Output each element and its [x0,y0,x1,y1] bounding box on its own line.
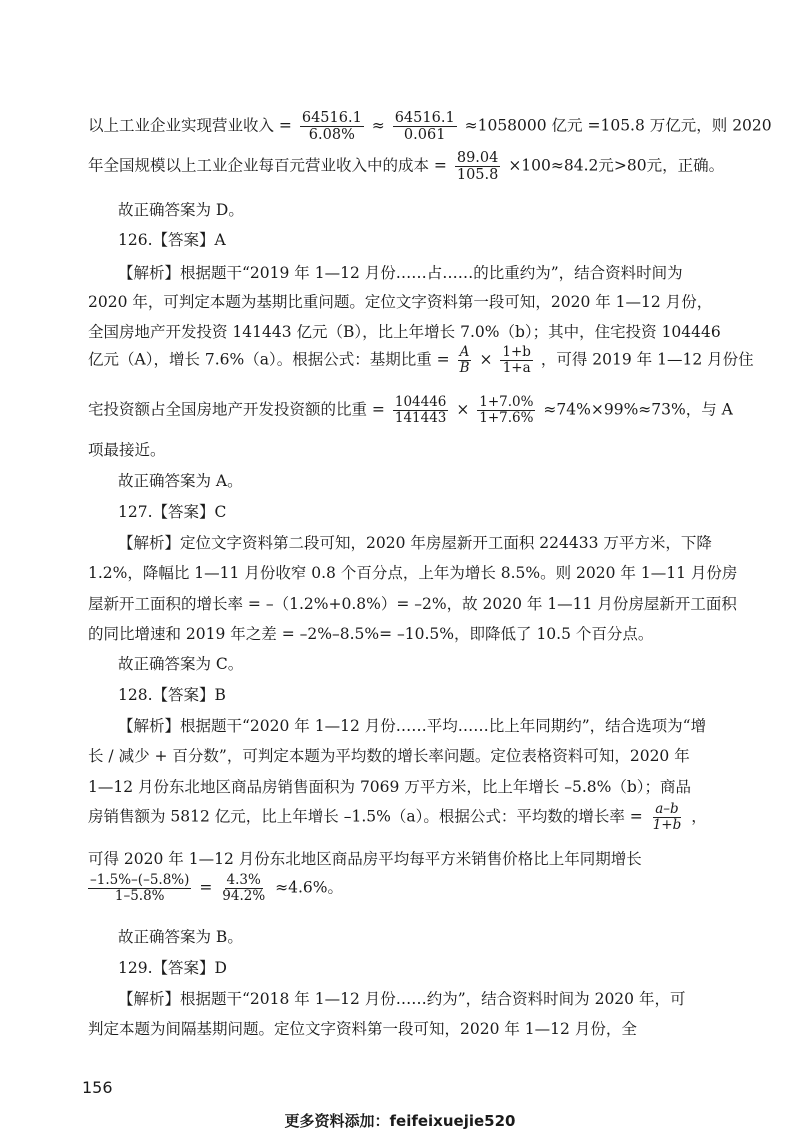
numerator: 64516.1 [394,110,455,126]
question-answer-127: 127.【答案】C [118,503,227,521]
analysis-line: 的同比增速和 2019 年之差 = –2%–8.5%= –10.5%，即降低了 10.5 个百分点。 [88,625,654,643]
denominator: B [459,360,470,376]
fraction [393,110,457,143]
fraction [458,345,472,376]
denominator: 1+a [502,360,531,376]
analysis-line: 【解析】根据题干“2018 年 1—12 月份……约为”，结合资料时间为 2020 年，可 [118,990,686,1008]
numerator: 1+b [502,344,531,360]
analysis-line: 1—12 月份东北地区商品房销售面积为 7069 万平方米，比上年增长 –5.8%（b）；商品 [88,778,692,796]
text-span: 以上工业企业实现营业收入 = [88,116,292,135]
analysis-line: 【解析】根据题干“2020 年 1—12 月份……平均……比上年同期约”，结合选项为“增 [118,717,707,735]
answer-line: 故正确答案为 A。 [118,472,243,490]
text-line [88,873,343,904]
fraction [651,802,684,833]
text-span: ，可得 2019 年 1—12 月份住 [540,350,754,369]
text-span: 宅投资额占全国房地产开发投资额的比重 = [88,400,385,419]
text-span: × [456,400,470,419]
fraction [393,395,449,426]
analysis-line: 全国房地产开发投资 141443 亿元（B），比上年增长 7.0%（b）；其中，住宅投资 104446 [88,323,721,341]
text-line [88,395,733,426]
text-span: = [199,878,213,897]
text-line [88,150,724,183]
text-span: ≈1058000 亿元 =105.8 万亿元，则 2020 [464,116,772,135]
fraction [300,110,364,143]
analysis-line: 项最接近。 [88,441,166,459]
page-number: 156 [82,1078,113,1097]
text-span: 年全国规模以上工业企业每百元营业收入中的成本 = [88,156,447,175]
text-line [88,802,707,833]
denominator: 0.061 [403,127,446,143]
fraction [455,150,501,183]
denominator: 141443 [394,410,447,426]
text-span: ， [691,807,707,826]
numerator: A [459,344,470,360]
denominator: 1+7.6% [479,410,534,426]
text-span: ×100≈84.2元>80元，正确。 [508,156,725,175]
analysis-line: 屋新开工面积的增长率 = –（1.2%+0.8%）= –2%，故 2020 年 1—11 月份房屋新开工面积 [88,595,737,613]
text-span: 亿元（A），增长 7.6%（a）。根据公式：基期比重 = [88,350,450,369]
numerator: a–b [655,801,679,817]
analysis-line: 1.2%，降幅比 1—11 月份收窄 0.8 个百分点，上年为增长 8.5%。则 2020 年 1—11 月份房 [88,564,738,582]
text-line [88,110,772,143]
question-answer-126: 126.【答案】A [118,231,226,249]
numerator: 104446 [394,394,447,410]
question-answer-128: 128.【答案】B [118,686,226,704]
denominator: 1–5.8% [114,888,165,904]
denominator: 6.08% [308,127,355,143]
analysis-line: 可得 2020 年 1—12 月份东北地区商品房平均每平方米销售价格比上年同期增长 [88,850,642,868]
numerator: 89.04 [456,150,499,166]
numerator: 64516.1 [301,110,362,126]
fraction [220,873,267,904]
denominator: 105.8 [456,167,499,183]
answer-line: 故正确答案为 D。 [118,201,244,219]
analysis-line: 2020 年，可判定本题为基期比重问题。定位文字资料第一段可知，2020 年 1—12 月份， [88,293,713,311]
answer-line: 故正确答案为 C。 [118,655,244,673]
analysis-line: 长 / 减少 + 百分数”，可判定本题为平均数的增长率问题。定位表格资料可知，2020 年 [88,747,690,765]
text-span: × [479,350,493,369]
answer-line: 故正确答案为 B。 [118,928,243,946]
question-answer-129: 129.【答案】D [118,959,227,977]
denominator: 94.2% [222,888,266,904]
denominator: 1+b [652,817,682,833]
analysis-line: 判定本题为间隔基期问题。定位文字资料第一段可知，2020 年 1—12 月份，全 [88,1020,637,1038]
text-span: ≈74%×99%≈73%，与 A [543,400,733,419]
analysis-line: 【解析】根据题干“2019 年 1—12 月份……占……的比重约为”，结合资料时间为 [118,264,683,282]
numerator: 4.3% [226,872,261,888]
text-span: ≈ [371,116,385,135]
fraction [88,873,191,904]
analysis-line: 【解析】定位文字资料第二段可知，2020 年房屋新开工面积 224433 万平方米，下降 [118,534,712,552]
text-span: ≈4.6%。 [275,878,343,897]
footer-text: 更多资料添加：feifeixuejie520 [284,1112,516,1130]
text-line [88,345,754,376]
numerator: –1.5%–(–5.8%) [90,872,190,888]
fraction [500,345,533,376]
fraction [477,395,535,426]
text-span: 房销售额为 5812 亿元，比上年增长 –1.5%（a）。根据公式：平均数的增长率 = [88,807,643,826]
numerator: 1+7.0% [479,394,534,410]
